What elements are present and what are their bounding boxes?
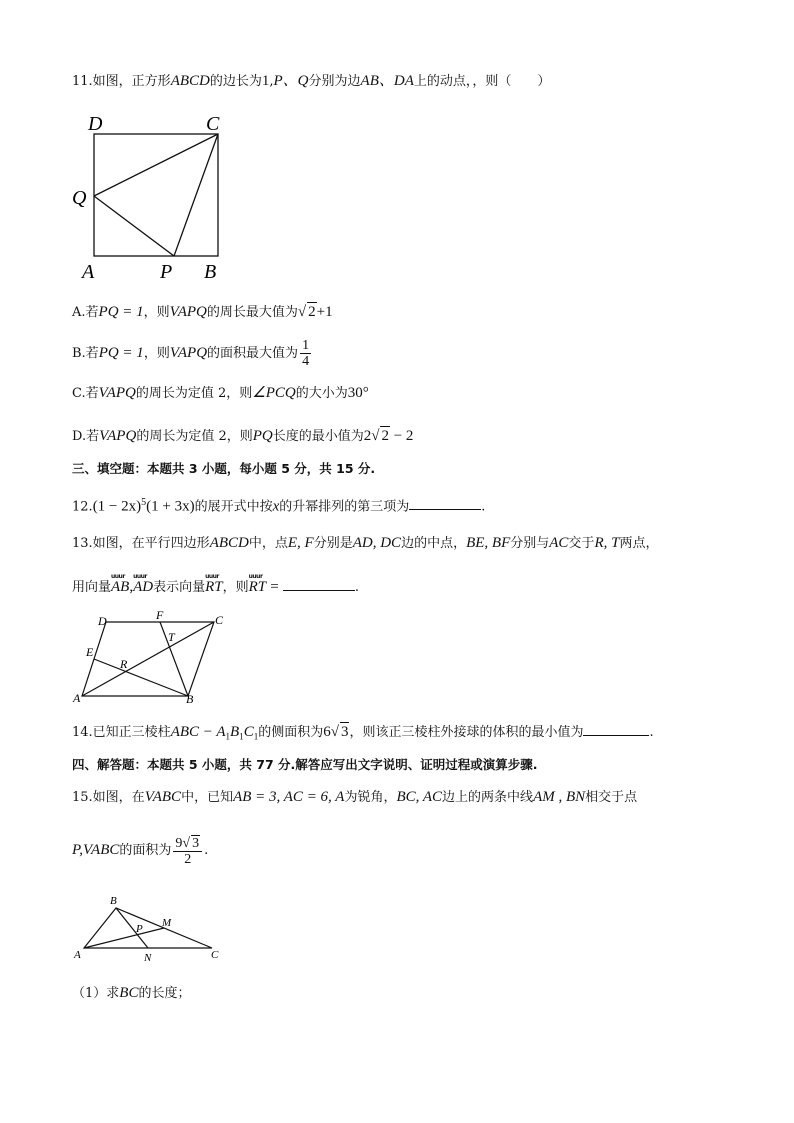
section-3-heading: 三、填空题：本题共 3 小题，每小题 5 分，共 15 分. [72, 461, 376, 476]
label-Q: Q [72, 187, 87, 209]
label-B: B [110, 895, 117, 907]
label-D: D [98, 614, 107, 628]
q12-stem: $12.(1 - 2x)^5(1 + 3x)$的展开式中按x的升幂排列的第三项为 . [72, 497, 486, 515]
label-M: M [162, 917, 172, 929]
label-F: F [156, 608, 164, 622]
q11-square-figure [70, 108, 240, 284]
q15-subquestion-1: （1）求BC的长度； [72, 985, 191, 1001]
label-R: R [120, 657, 128, 671]
label-P: P [160, 261, 173, 283]
q11-option-b: B.若PQ = 1，则VAPQ的面积最大值为 $\frac{1}{4}$ [72, 338, 310, 369]
q13-stem-line1: 13.如图，在平行四边形ABCD中，点E, F分别是AD, DC边的中点，BE, BF分别与AC交于R, T两点， [72, 535, 659, 551]
label-B: B [186, 692, 194, 706]
q13-stem-line2: 用向量uuur AB,uuur AD表示向量uuur RT，则uuur RT = . [72, 578, 359, 597]
q15-stem-line1: 15.如图，在VABC中，已知AB = 3, AC = 6, A为锐角，BC, AC边上的两条中线AM , BN相交于点 [72, 789, 638, 805]
q15-stem-line2: P,VABC的面积为 $\frac{9√ 3}{2}$ . [72, 835, 209, 867]
label-A: A [82, 261, 95, 283]
q13-parallelogram-figure [70, 608, 230, 706]
label-N: N [144, 952, 152, 964]
q13-answer-blank[interactable] [283, 578, 355, 591]
label-C: C [215, 613, 224, 627]
label-E: E [86, 645, 94, 659]
q14-answer-blank[interactable] [583, 723, 649, 736]
label-T: T [168, 630, 175, 644]
label-A: A [74, 949, 81, 961]
label-C: C [206, 113, 220, 135]
label-B: B [204, 261, 217, 283]
q12-answer-blank[interactable] [409, 497, 481, 510]
label-P: P [136, 923, 143, 935]
q15-triangle-figure [70, 892, 230, 966]
q14-stem: 14.已知正三棱柱ABC − $A_1B_1C_1$的侧面积为6√ 3，则该正三棱柱外接球的体积的最小值为 . [72, 724, 654, 742]
q11-option-a: A.若PQ = 1，则VAPQ的周长最大值为√ 2+1 [72, 304, 333, 320]
q11-stem: 11.如图，正方形ABCD的边长为1,P、Q分别为边AB、DA上的动点，，则（ ） [72, 73, 551, 89]
section-4-heading: 四、解答题：本题共 5 小题，共 77 分.解答应写出文字说明、证明过程或演算步骤. [72, 757, 538, 772]
q11-option-d: D.若VAPQ的周长为定值 2，则PQ长度的最小值为2√ 2 − 2 [72, 428, 414, 444]
q11-option-c: C.若VAPQ的周长为定值 2，则∠PCQ的大小为30° [72, 385, 369, 401]
label-A: A [73, 691, 81, 705]
label-C: C [211, 949, 219, 961]
label-D: D [88, 113, 103, 135]
